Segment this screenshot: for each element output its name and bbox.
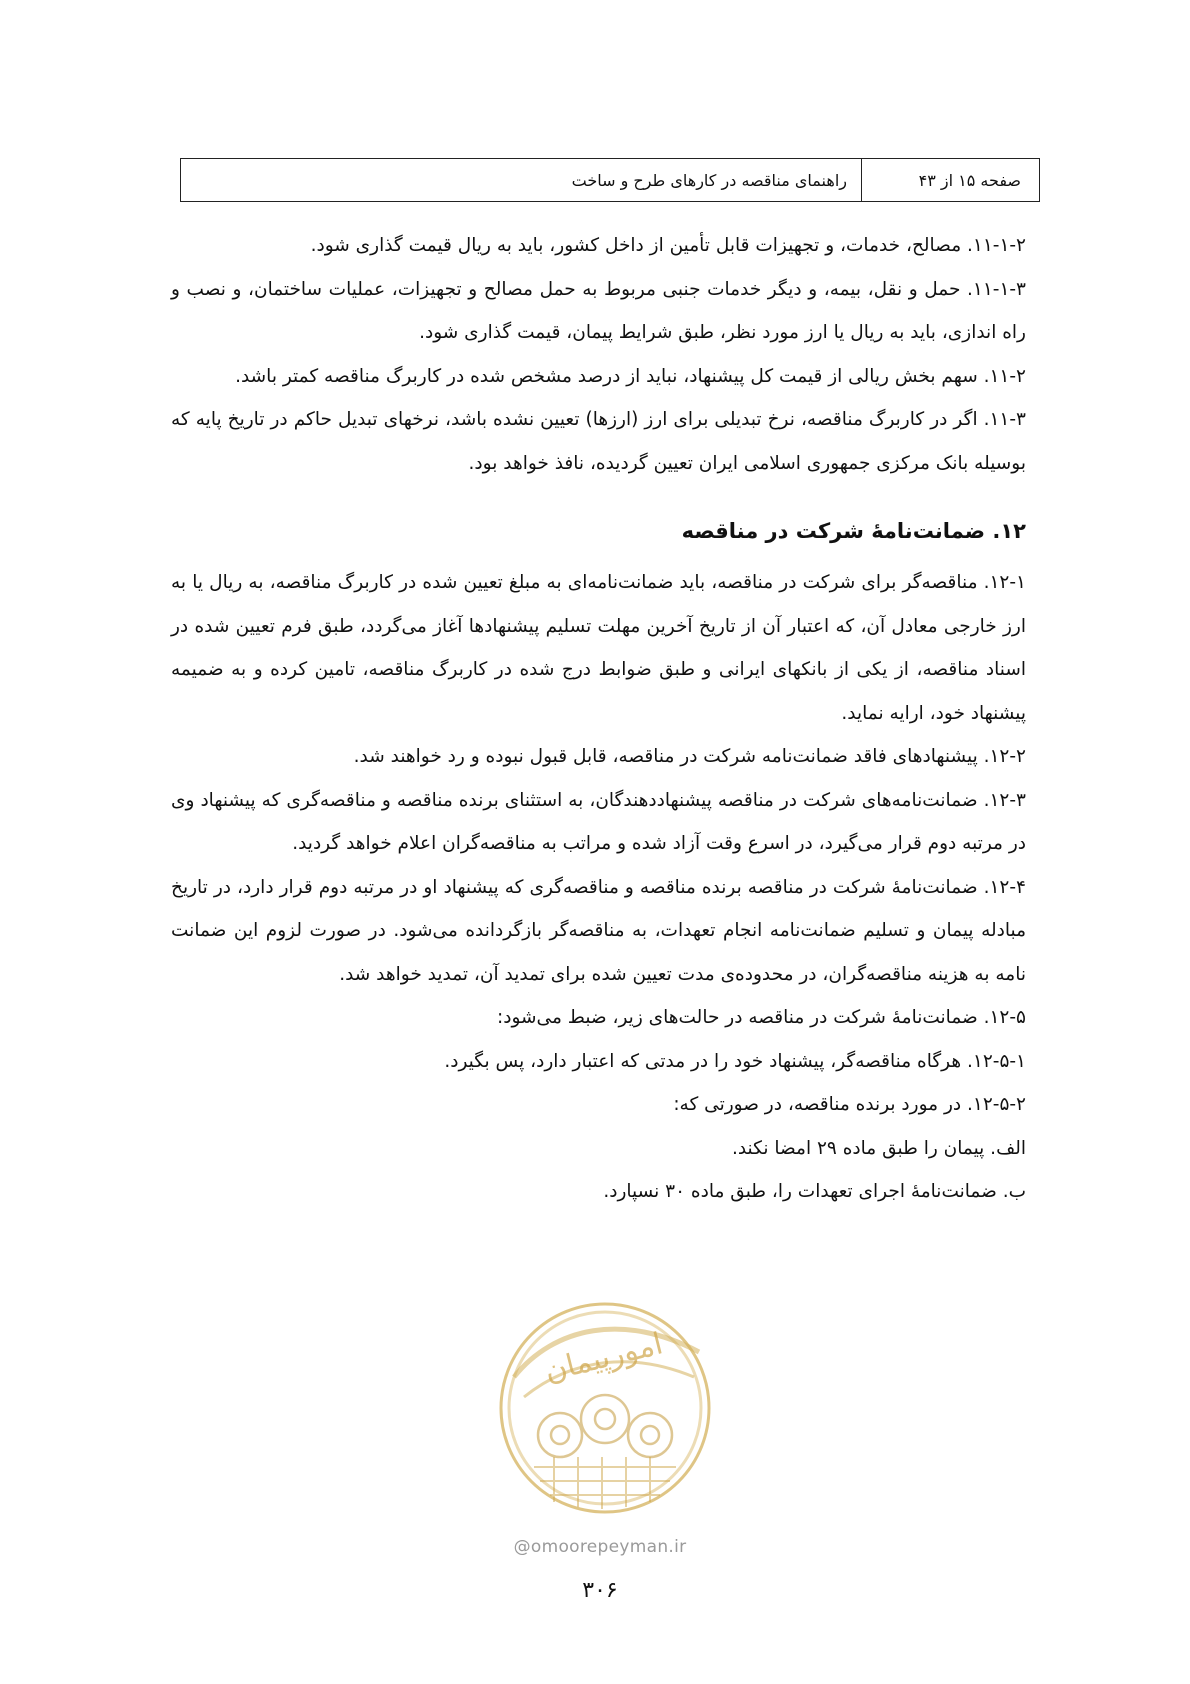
paragraph-11-2: ۱۱-۲. سهم بخش ریالی از قیمت کل پیشنهاد، نباید از درصد مشخص شده در کاربرگ مناقصه کمتر باشد. — [235, 365, 1026, 387]
paragraph-12-5-2: ۱۲-۵-۲. در مورد برنده مناقصه، در صورتی که: — [673, 1094, 1026, 1115]
at-icon: @ — [513, 1537, 531, 1557]
paragraph-11-1-3: ۱۱-۱-۳. حمل و نقل، بیمه، و دیگر خدمات جنبی مربوط به حمل مصالح و تجهیزات، عملیات ساختمان، و نصب و راه اندازی، باید به ریال یا ارز مورد نظر، طبق شرایط پیمان، قیمت گذاری شود. — [171, 278, 1026, 343]
paragraph-12-1: ۱۲-۱. مناقصه‌گر برای شرکت در مناقصه، باید ضمانت‌نامه‌ای به مبلغ تعیین شده در کاربرگ مناقصه، به ریال یا به ارز خارجی معادل آن، که اعتبار آن از تاریخ آخرین مهلت تسلیم پیشنهادها آغاز می‌گردد، طبق فرم تعیین شده در اسناد مناقصه، از یکی از بانکهای ایرانی و طبق ضوابط درج شده در کاربرگ مناقصه، تامین کرده و به ضمیمه پیشنهاد خود، ارایه نماید. — [171, 572, 1026, 724]
page-number: ۳۰۶ — [582, 1578, 618, 1603]
header-page-label: صفحه ۱۵ از ۴۳ — [861, 159, 1039, 201]
paragraph-12-2: ۱۲-۲. پیشنهادهای فاقد ضمانت‌نامه شرکت در مناقصه، قابل قبول نبوده و رد خواهند شد. — [353, 746, 1026, 767]
paragraph-11-1-2: ۱۱-۱-۲. مصالح، خدمات، و تجهیزات قابل تأمین از داخل کشور، باید به ریال قیمت گذاری شود. — [310, 235, 1026, 256]
section-heading: ۱۲. ضمانت‌نامۀ شرکت در مناقصه — [681, 519, 1026, 543]
document-body — [171, 224, 1026, 1214]
seal-text: امورپیمان — [541, 1326, 667, 1390]
website-label — [480, 1537, 720, 1557]
paragraph-11-3: ۱۱-۳. اگر در کاربرگ مناقصه، نرخ تبدیلی برای ارز (ارزها) تعیین نشده باشد، نرخهای تبدیل حاکم در تاریخ پایه که بوسیله بانک مرکزی جمهوری اسلامی ایران تعیین گردیده، نافذ خواهد بود. — [171, 409, 1026, 474]
paragraph-12-3: ۱۲-۳. ضمانت‌نامه‌های شرکت در مناقصه پیشنهاددهندگان، به استثنای برنده مناقصه و مناقصه‌گری که پیشنهاد وی در مرتبه دوم قرار می‌گیرد، در اسرع وقت آزاد شده و مراتب به مناقصه‌گران اعلام خواهد گردید. — [171, 789, 1026, 854]
header-title: راهنمای مناقصه در کارهای طرح و ساخت — [571, 170, 847, 190]
seal-logo — [494, 1297, 716, 1519]
website-text: omoorepeyman.ir — [530, 1537, 687, 1557]
paragraph-alef: الف. پیمان را طبق ماده ۲۹ امضا نکند. — [731, 1137, 1026, 1159]
paragraph-12-5: ۱۲-۵. ضمانت‌نامۀ شرکت در مناقصه در حالت‌های زیر، ضبط می‌شود: — [497, 1007, 1026, 1028]
paragraph-12-4: ۱۲-۴. ضمانت‌نامۀ شرکت در مناقصه برنده مناقصه و مناقصه‌گری که پیشنهاد او در مرتبه دوم قرار دارد، در تاریخ مبادله پیمان و تسلیم ضمانت‌نامه انجام تعهدات، به مناقصه‌گر بازگردانده می‌شود. در صورت لزوم این ضمانت نامه به هزینه مناقصه‌گران، در محدوده‌ی مدت تعیین شده برای تمدید آن، تمدید خواهد شد. — [171, 876, 1026, 985]
paragraph-be: ب. ضمانت‌نامۀ اجرای تعهدات را، طبق ماده ۳۰ نسپارد. — [603, 1181, 1026, 1202]
page-header — [180, 158, 1040, 202]
paragraph-12-5-1: ۱۲-۵-۱. هرگاه مناقصه‌گر، پیشنهاد خود را در مدتی که اعتبار دارد، پس بگیرد. — [444, 1050, 1026, 1072]
